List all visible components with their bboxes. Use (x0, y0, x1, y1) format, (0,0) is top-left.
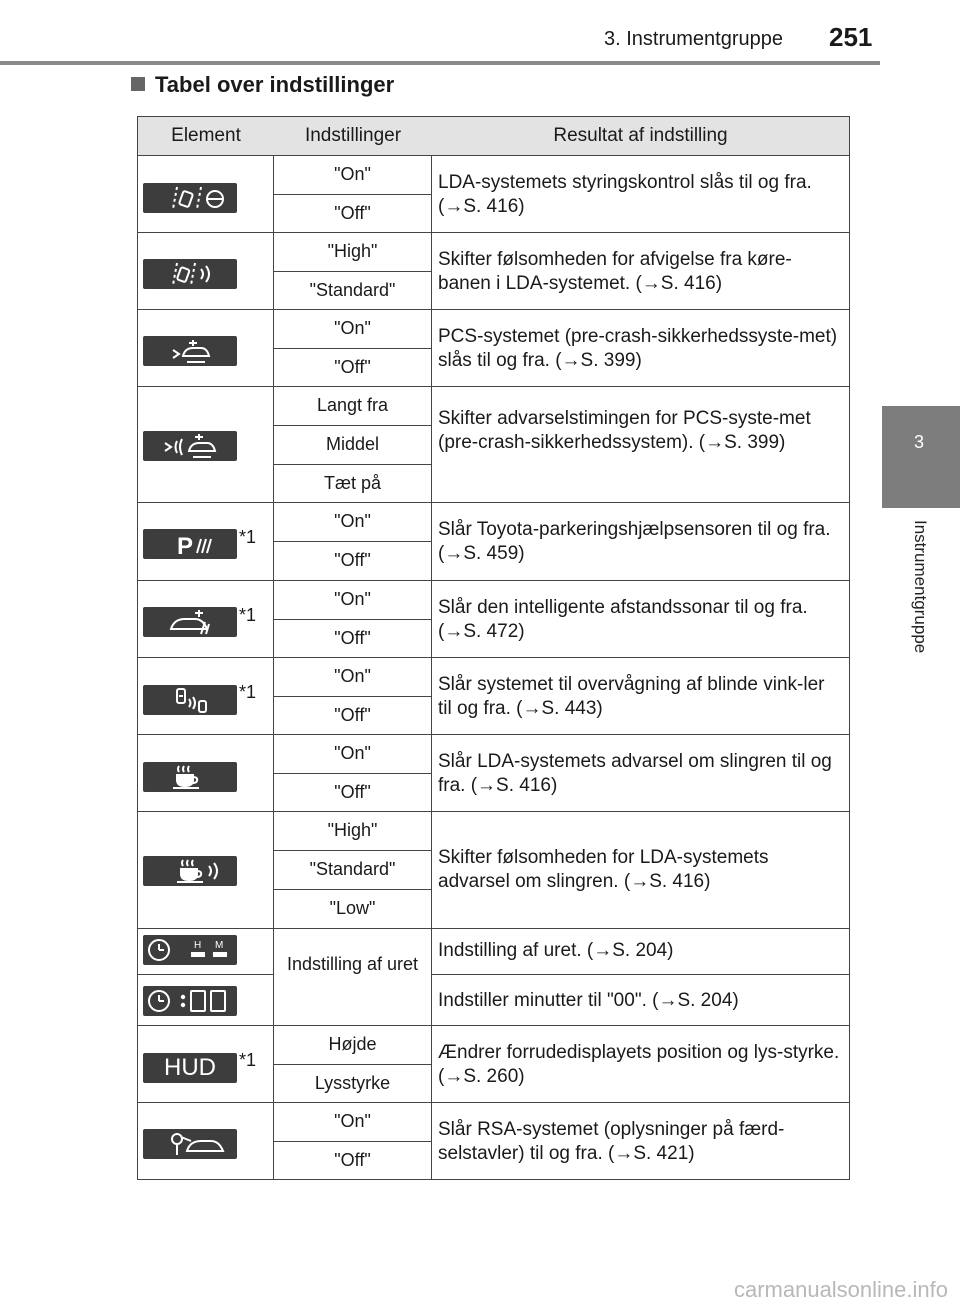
result-text: Indstilling af uret. (→S. 204) (438, 940, 674, 961)
result-text: Slår RSA-systemet (oplysninger på færd-selstavler) til og fra. (→S. 421) (438, 1119, 785, 1164)
table-row (138, 812, 849, 929)
option-far: Langt fra (316, 395, 389, 415)
result-text: Slår den intelligente afstandssonar til og fra. (→S. 472) (438, 597, 808, 642)
table-row (138, 503, 849, 581)
table-row (138, 658, 849, 735)
lda-steering-icon (143, 183, 237, 213)
option-off: "Off" (274, 773, 431, 803)
header-section-title: 3. Instrumentgruppe (604, 28, 783, 50)
blind-spot-icon (143, 685, 237, 715)
sub-row-divider (138, 974, 274, 975)
result-text: Skifter følsomheden for LDA-systemets advarsel om slingren. (→S. 416) (438, 847, 769, 892)
clearance-sonar-icon (143, 607, 237, 637)
table-row (138, 156, 849, 233)
option-on: "On" (334, 164, 371, 184)
square-bullet-icon (131, 77, 145, 91)
result-text: Ændrer forrudedisplayets position og lys-styrke. (→S. 260) (438, 1042, 840, 1087)
page-number: 251 (829, 22, 873, 52)
header-settings: Indstillinger (304, 125, 402, 146)
table-row (138, 233, 849, 310)
option-clock-setting: Indstilling af uret (286, 954, 419, 974)
result-text: LDA-systemets styringskontrol slås til og fra. (→S. 416) (438, 172, 812, 217)
option-high: "High" (327, 241, 378, 261)
option-height: Højde (328, 1034, 377, 1054)
result-text: Slår LDA-systemets advarsel om slingren til og fra. (→S. 416) (438, 751, 832, 796)
hud-icon-label: HUD (164, 1054, 216, 1081)
footnote-star: *1 (239, 682, 257, 702)
table-row (138, 735, 849, 812)
table-row (138, 1103, 849, 1179)
option-off: "Off" (274, 194, 431, 224)
settings-table (137, 116, 850, 1180)
option-standard: "Standard" (274, 850, 431, 880)
table-header (138, 117, 849, 156)
svg-text:P: P (177, 533, 194, 559)
option-off: "Off" (274, 619, 431, 649)
option-off: "Off" (274, 348, 431, 378)
side-tab-number: 3 (914, 432, 925, 452)
table-row (138, 1026, 849, 1103)
footnote-star: *1 (239, 1050, 257, 1070)
pcs-timing-icon (143, 431, 237, 461)
result-text: PCS-systemet (pre-crash-sikkerhedssyste-met) slås til og fra. (→S. 399) (438, 326, 838, 371)
option-on: "On" (334, 666, 371, 686)
option-low: "Low" (274, 889, 431, 919)
table-row (138, 581, 849, 658)
sub-row-divider (432, 974, 849, 975)
option-off: "Off" (274, 1141, 431, 1171)
parking-sensor-icon (143, 529, 237, 559)
header-element: Element (171, 125, 241, 146)
result-text: Indstiller minutter til "00". (→S. 204) (438, 990, 739, 1011)
coffee-cup-icon (143, 762, 237, 792)
svg-text:M: M (215, 940, 224, 951)
result-text: Slår Toyota-parkeringshjælpsensoren til og fra. (→S. 459) (438, 519, 831, 564)
option-off: "Off" (274, 696, 431, 726)
pcs-icon (143, 336, 237, 366)
footnote-star: *1 (239, 605, 257, 625)
watermark: carmanualsonline.info (733, 1277, 948, 1302)
option-on: "On" (334, 1111, 371, 1131)
option-on: "On" (334, 743, 371, 763)
option-on: "On" (334, 318, 371, 338)
side-tab[interactable] (882, 406, 960, 508)
section-title-text: Tabel over indstillinger (155, 72, 395, 97)
svg-text:H: H (194, 940, 202, 951)
table-row (138, 387, 849, 503)
result-text: Slår systemet til overvågning af blinde vink-ler til og fra. (→S. 443) (438, 674, 825, 719)
clock-hm-icon (143, 935, 237, 965)
coffee-cup-sensitivity-icon (143, 856, 237, 886)
hud-icon (143, 1053, 237, 1083)
side-tab-label: Instrumentgruppe (911, 520, 930, 654)
option-off: "Off" (274, 541, 431, 571)
option-on: "On" (334, 589, 371, 609)
option-high: "High" (327, 820, 378, 840)
table-row (138, 929, 849, 1026)
option-on: "On" (334, 511, 371, 531)
result-text: Skifter følsomheden for afvigelse fra køre-banen i LDA-systemet. (→S. 416) (438, 249, 792, 294)
rsa-sign-icon (143, 1129, 237, 1159)
option-middle: Middel (274, 425, 431, 455)
option-standard: "Standard" (274, 271, 431, 301)
section-title (131, 72, 394, 98)
option-brightness: Lysstyrke (274, 1064, 431, 1094)
lda-sensitivity-icon (143, 259, 237, 289)
result-text: Skifter advarselstimingen for PCS-syste-met (pre-crash-sikkerhedssystem). (→S. 399) (438, 408, 811, 453)
option-near: Tæt på (274, 464, 431, 494)
clock-zero-icon (143, 986, 237, 1016)
header-result: Resultat af indstilling (553, 125, 728, 146)
header-rule (0, 61, 880, 65)
table-row (138, 310, 849, 387)
footnote-star: *1 (239, 527, 257, 547)
